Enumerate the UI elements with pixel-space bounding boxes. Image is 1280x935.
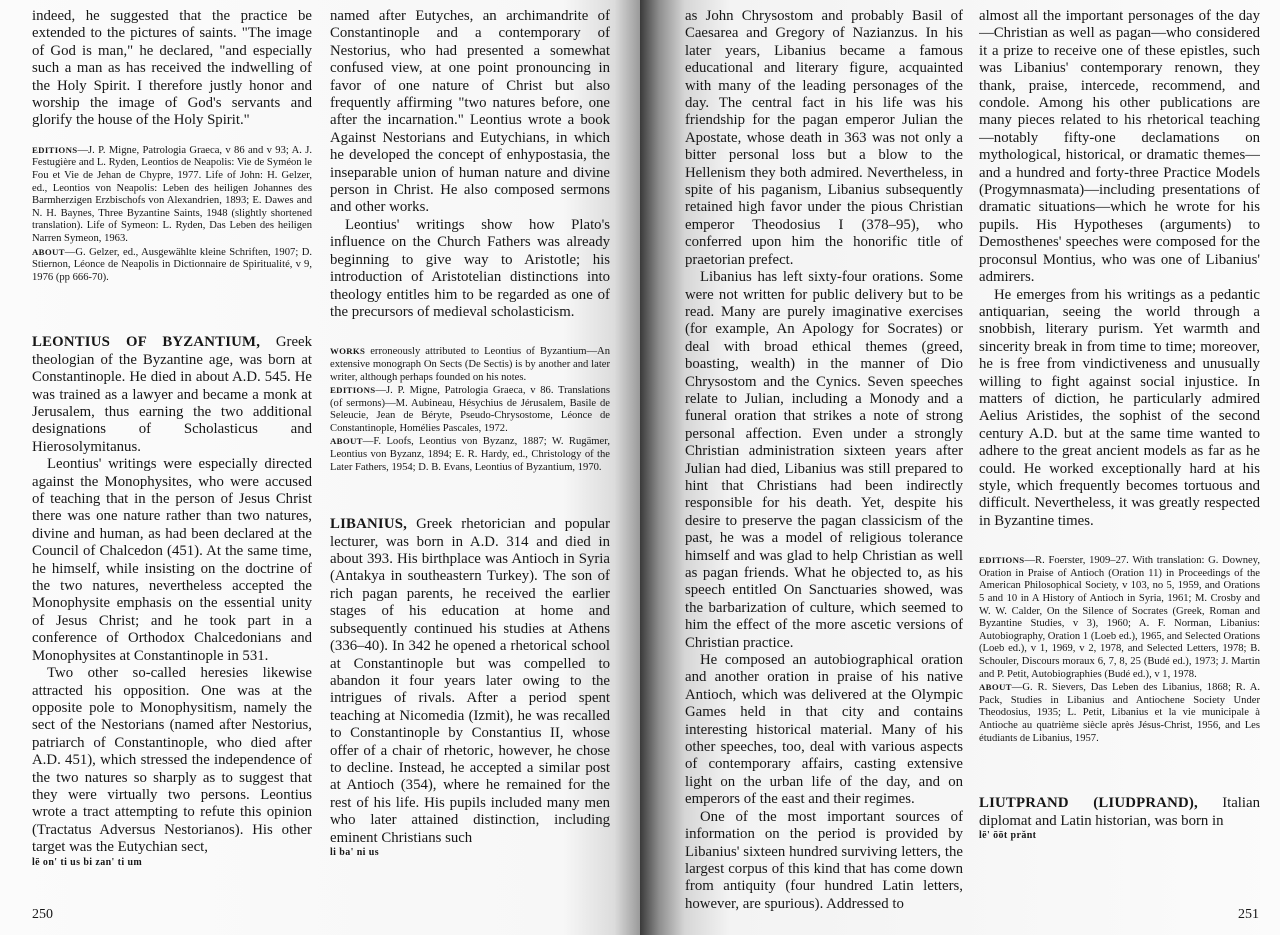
- paragraph: He emerges from his writings as a pedantic antiquarian, seeing the world through a snobbish, literary purism. Yet warmth and sincerity break in from time to time; moreover, he is free from vindictiveness and unusually willing to fight against social injustice. In matters of diction, he particularly admired Aelius Aristides, the sophist of the second century A.D. but at the same time wanted to adhere to the great ancient models as far as he could. He worked exceptionally hard at his style, which frequently becomes tortuous and difficult. Nevertheless, it was greatly respected in Byzantine times.: [979, 286, 1260, 529]
- paragraph: almost all the important personages of the day—Christian as well as pagan—who considered it a prize to receive one of these epistles, such was Libanius' contemporary renown, they thank, praise, intercede, recommend, and condole. Among his other publications are many pieces related to his rhetorical teaching—notably fifty-one declamations on mythological, historical, or dramatic themes—and a hundred and forty-three Practice Models (Progymnasmata)—including presentations of dramatic situations—which he wrote for his pupils. His Hypotheses (arguments) to Demosthenes' speeches were composed for the proconsul Montius, who was one of Libanius' admirers.: [979, 8, 1260, 286]
- bibliography-editions: [330, 384, 610, 435]
- bibliography-editions: [32, 144, 312, 246]
- entry-headword: LIBANIUS,: [330, 516, 408, 533]
- bibliography-label: EDITIONS: [32, 144, 78, 155]
- bibliography-text: —G. Gelzer, ed., Ausgewählte kleine Schriften, 1907; D. Stiernon, Léonce de Neapolis in Dictionnaire de Spiritualité, v 9, 1976 (pp 666-70).: [32, 246, 312, 283]
- bibliography-text: —G. R. Sievers, Das Leben des Libanius, 1868; R. A. Pack, Studies in Libanius and Antiochene Society Under Theodosius, 1935; L. Petit, Libanius et la vie municipale à Antioche au quatrième siècle après Jésus-Christ, 1956, and Les étudiants de Libanius, 1957.: [979, 682, 1260, 744]
- entry-text: Greek rhetorician and popular lecturer, was born in A.D. 314 and died in about 393. His birthplace was Antioch in Syria (Antakya in southeastern Turkey). The son of rich pagan parents, he received the earlier stages of his education at home and subsequently continued his studies at Athens (336–40). In 342 he opened a rhetorical school at Constantinople but was compelled to abandon it four years later owing to the intrigues of rivals. After a period spent teaching at Nicomedia (Izmit), he was recalled to Constantinople by Constantius II, whose offer of a chair of rhetoric, however, he chose to decline. Instead, he accepted a similar post at Antioch (354), where he remained for the rest of his life. His pupils included many men who later attained distinction, including eminent Christians such: [330, 516, 610, 846]
- entry-liutprand: [979, 795, 1260, 830]
- bibliography-editions: [979, 554, 1260, 681]
- entry-headword: LIUTPRAND (LIUDPRAND),: [979, 795, 1198, 812]
- paragraph: named after Eutyches, an archimandrite of Constantinople and a contemporary of Nestorius, who had presented a somewhat confused view, at one point pronouncing in favor of one nature of Christ but also frequently affirming "two natures before, one after the incarnation." Leontius wrote a book Against Nestorians and Eutychians, in which he developed the concept of enhypostasia, the inseparable union of human nature and divine person in Christ. He also composed sermons and other works.: [330, 8, 610, 216]
- bibliography-label: EDITIONS: [979, 555, 1025, 566]
- bibliography-text: —F. Loofs, Leontius von Byzanz, 1887; W. Rugämer, Leontius von Byzanz, 1894; E. R. Hardy, ed., Christology of the Later Fathers, 1954; D. B. Evans, Leontius of Byzantium, 1970.: [330, 436, 610, 473]
- entry-headword: LEONTIUS OF BYZANTIUM,: [32, 334, 261, 351]
- entry-libanius: [330, 516, 610, 847]
- bibliography-text: —R. Foerster, 1909–27. With translation: G. Downey, Oration in Praise of Antioch (Oration 11) in Proceedings of the American Philosophical Society, v 103, no 5, 1959, and Orations 5 and 10 in A History of Antioch in Syria, 1961; M. Crosby and W. W. Calder, On the Silence of Socrates (Greek, Roman and Byzantine Studies, v 3), 1960; A. F. Norman, Libanius: Autobiography, Oration 1 (Loeb ed.), 1965, and Selected Orations (Loeb ed.), v 1, 1969, v 2, 1978, and Selected Letters, 1978; B. Schouler, Discours moraux 6, 7, 8, 25 (Budé ed.), 1973; J. Martin and P. Petit, Autobiographies (Budé ed.), v 1, 1978.: [979, 555, 1260, 680]
- paragraph: Leontius' writings were especially directed against the Monophysites, who were accused of teaching that in the person of Jesus Christ there was one nature rather than two natures, divine and human, as had been declared at the Council of Chalcedon (451). At the same time, he himself, while insisting on the doctrine of the two natures, nevertheless accepted the Monophysite emphasis on the essential unity of Jesus Christ; and he took part in a conference of Orthodox Chalcedonians and Monophysites at Constantinople in 531.: [32, 456, 312, 664]
- bibliography-about: [32, 246, 312, 285]
- entry-text: Greek theologian of the Byzantine age, was born at Constantinople. He died in about A.D. 545. He was trained as a lawyer and became a monk at Jerusalem, thus earning the two additional designations of Scholasticus and Hierosolymitanus.: [32, 334, 312, 455]
- paragraph: Leontius' writings show how Plato's influence on the Church Fathers was already beginning to give way to Aristotle; his introduction of Aristotelian distinctions into theology entitles him to be regarded as one of the precursors of medieval scholasticism.: [330, 216, 610, 320]
- page-number: 251: [1238, 907, 1259, 922]
- paragraph: He composed an autobiographical oration and another oration in praise of his native Antioch, which was delivered at the Olympic Games held in that city and contains interesting historical material. Many of his other speeches, too, deal with various aspects of contemporary affairs, casting extensive light on the urban life of the day, and on emperors of the east and their regimes.: [685, 652, 963, 808]
- bibliography-label: EDITIONS: [330, 385, 376, 396]
- paragraph: indeed, he suggested that the practice be extended to the pictures of saints. "The image of God is man," he declared, "and especially such a man as has received the indwelling of the Holy Spirit. I therefore justly honor and worship the image of God's servants and glorify the house of the Holy Spirit.": [32, 8, 312, 129]
- paragraph: One of the most important sources of information on the period is provided by Libanius' sixteen hundred surviving letters, the largest corpus of this kind that has come down from antiquity (four hundred Latin letters, however, are spurious). Addressed to: [685, 808, 963, 912]
- bibliography-label: ABOUT: [32, 246, 65, 257]
- pronunciation-guide: lē on' ti us bi zan' ti um: [32, 856, 143, 868]
- bibliography-about: [979, 681, 1260, 745]
- bibliography-label: WORKS: [330, 346, 366, 357]
- bibliography-label: ABOUT: [330, 436, 363, 447]
- right-page-column-2: [979, 8, 1260, 842]
- right-page: [640, 0, 1280, 935]
- bibliography-text: —J. P. Migne, Patrologia Graeca, v 86. Translations (of sermons)—M. Aubineau, Hésychius de Jérusalem, Basile de Seleucie, Jean de Béryte, Pseudo-Chrysostome, Léonce de Constantinople, Homélies Pascales, 1972.: [330, 385, 610, 434]
- page-number: 250: [32, 907, 53, 922]
- pronunciation-guide: lē' ōōt prănt: [979, 829, 1037, 841]
- bibliography-text: —J. P. Migne, Patrologia Graeca, v 86 and v 93; A. J. Festugière and L. Ryden, Leontios de Neapolis: Vie de Syméon le Fou et Vie de Jehan de Chypre, 1977. Life of John: H. Gelzer, ed., Leontios von Neapolis: Leben des heiligen Johannes des Barmherzigen Erzbischofs von Alexandrien, 1893; E. Dawes and N. H. Baynes, Three Byzantine Saints, 1948 (slightly shortened translation). Life of Symeon: L. Ryden, Das Leben des heiligen Narren Symeon, 1963.: [32, 144, 312, 244]
- bibliography-about: [330, 435, 610, 474]
- entry-text: Italian diplomat and Latin historian, was born in: [979, 795, 1260, 829]
- paragraph: Two other so-called heresies likewise attracted his opposition. One was at the opposite pole to Monophysitism, namely the sect of the Nestorians (named after Nestorius, patriarch of Constantinople, who died after A.D. 451), which stressed the independence of the two natures so sharply as to suggest that they were virtually two persons. Leontius wrote a tract attempting to refute this opinion (Tractatus Adversus Nestorianos). His other target was the Eutychian sect,: [32, 665, 312, 856]
- entry-leontius-of-byzantium: [32, 334, 312, 456]
- paragraph: as John Chrysostom and probably Basil of Caesarea and Gregory of Nazianzus. In his later years, Libanius became a famous educational and literary figure, acquainted with many of the leading personages of the day. The central fact in his life was his friendship for the pagan emperor Julian the Apostate, whose death in 363 was not only a bitter personal loss but a blow to the Hellenism they both admired. Nevertheless, in spite of his paganism, Libanius subsequently retained high favor under the pious Christian emperor Theodosius I (378–95), who conferred upon him the honorific title of praetorian prefect.: [685, 8, 963, 268]
- bibliography-text: erroneously attributed to Leontius of Byzantium—An extensive monograph On Sects (De Sectis) is by another and later writer, although perhaps founded on his notes.: [330, 346, 610, 383]
- left-page-column-1: [32, 8, 312, 869]
- paragraph: Libanius has left sixty-four orations. Some were not written for public delivery but to be read. Many are purely imaginative exercises (for example, An Apology for Socrates) or deal with broad ethical themes (greed, boasting, wealth) in the manner of Dio Chrysostom and the Cynics. Seven speeches relate to Julian, including a Monody and a funeral oration that strikes a note of strong personal affection. Even under a strongly Christian administration sixteen years after Julian had died, Libanius was still prepared to hint that Christians had been indirectly responsible for his death. Yet, despite his desire to preserve the pagan classicism of the past, he was a model of religious tolerance himself and was glad to help Christian as well as pagan friends. What he objected to, as his speech entitled On Sanctuaries showed, was the barbarization of culture, which seemed to him the effect of the more ascetic versions of Christian practice.: [685, 269, 963, 651]
- pronunciation-guide: li ba' ni us: [330, 846, 379, 858]
- left-page-column-2: [330, 8, 610, 859]
- bibliography-works: [330, 345, 610, 384]
- right-page-column-1: [685, 8, 963, 913]
- bibliography-label: ABOUT: [979, 682, 1012, 693]
